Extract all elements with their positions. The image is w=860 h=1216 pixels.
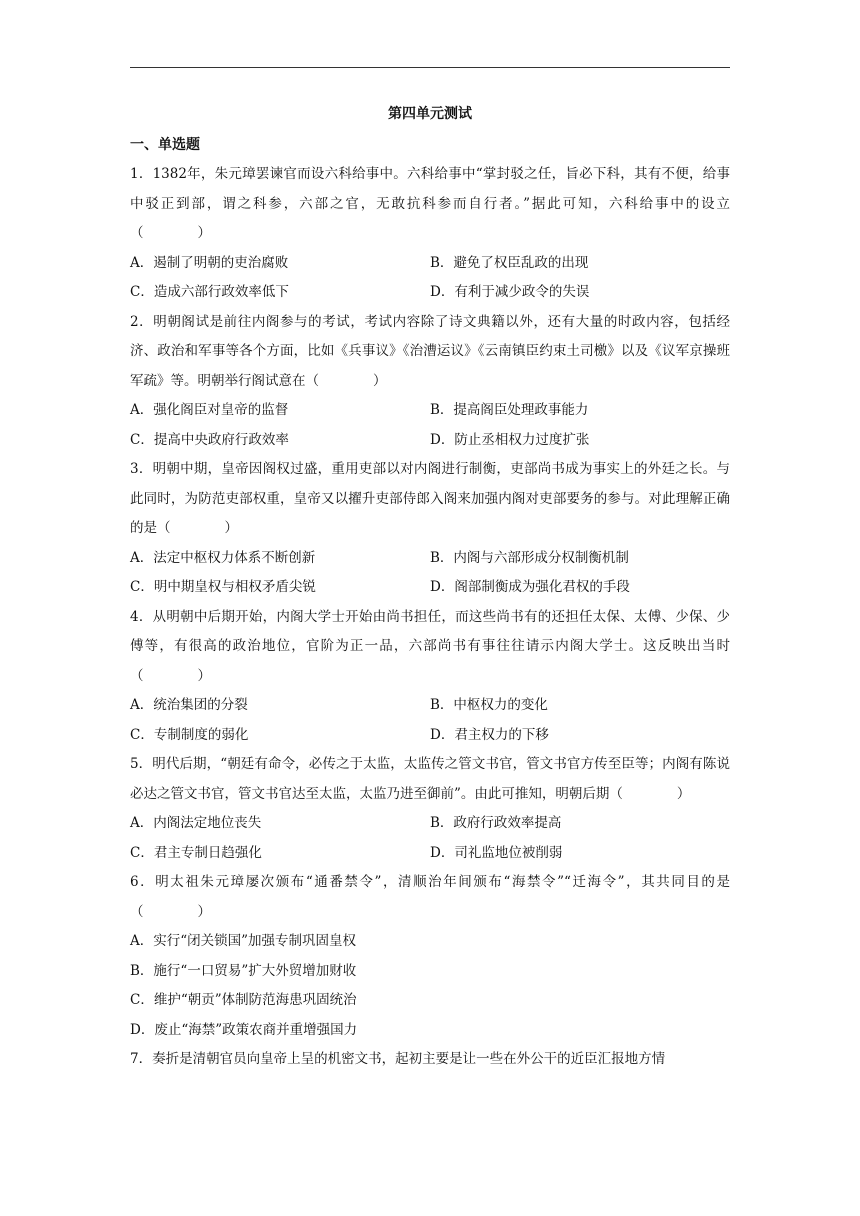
- option-d[interactable]: D．废止“海禁”政策农商并重增强国力: [130, 1021, 358, 1038]
- option-c[interactable]: C．专制制度的弱化: [130, 726, 249, 743]
- option-c[interactable]: C．维护“朝贡”体制防范海患巩固统治: [130, 992, 357, 1008]
- option-a[interactable]: A．遏制了明朝的吏治腐败: [130, 254, 289, 271]
- option-a[interactable]: A．内阁法定地位丧失: [130, 815, 262, 831]
- option-a[interactable]: A．统治集团的分裂: [130, 697, 248, 713]
- option-group: [130, 544, 730, 603]
- question-stem: 5．明代后期，“朝廷有命令，必传之于太监，太监传之管文书官，管文书官方传至臣等；内阁有陈说必达之管文书官，管文书官达至太监，太监乃进至御前”。由此可推知，明朝后期（ ）: [130, 756, 730, 802]
- page-title: 第四单元测试: [388, 106, 472, 122]
- option-group: [130, 249, 730, 308]
- question-stem: 7．奏折是清朝官员向皇帝上呈的机密文书，起初主要是让一些在外公干的近臣汇报地方情: [130, 1051, 666, 1067]
- option-b[interactable]: B．政府行政效率提高: [430, 815, 562, 831]
- option-d[interactable]: D．阁部制衡成为强化君权的手段: [430, 579, 630, 595]
- option-b[interactable]: B．提高阁臣处理政事能力: [430, 402, 589, 418]
- option-group: [130, 927, 730, 1045]
- option-b[interactable]: B．中枢权力的变化: [430, 697, 548, 713]
- option-group: [130, 809, 730, 868]
- question-6: [130, 868, 730, 1045]
- option-group: [130, 691, 730, 750]
- question-stem: 6．明太祖朱元璋屡次颁布“通番禁令”，清顺治年间颁布“海禁令”“迁海令”，其共同目的是（ ）: [130, 874, 730, 920]
- question-stem: 4．从明朝中后期开始，内阁大学士开始由尚书担任，而这些尚书有的还担任太保、太傅、少保、少傅等，有很高的政治地位，官阶为正一品，六部尚书有事往往请示内阁大学士。这反映出当时（ ）: [130, 608, 730, 684]
- option-a[interactable]: A．强化阁臣对皇帝的监督: [130, 402, 289, 418]
- option-d[interactable]: D．有利于减少政令的失误: [430, 284, 590, 300]
- question-stem: 2．明朝阁试是前往内阁参与的考试，考试内容除了诗文典籍以外，还有大量的时政内容，包括经济、政治和军事等各个方面，比如《兵事议》《治漕运议》《云南镇臣约束土司檄》以及《议军京操班军疏》等。明朝举行阁试意在（ ）: [130, 313, 730, 389]
- option-d[interactable]: D．君主权力的下移: [430, 726, 549, 743]
- question-3: [130, 455, 730, 603]
- header-rule: [130, 67, 730, 68]
- document-body: [130, 98, 730, 1075]
- question-2: [130, 308, 730, 456]
- option-b[interactable]: B．内阁与六部形成分权制衡机制: [430, 549, 629, 566]
- question-stem: 1．1382年，朱元璋罢谏官而设六科给事中。六科给事中“掌封驳之任，旨必下科，其有不便，给事中驳正到部，谓之科参，六部之官，无敢抗科参而自行者。”据此可知，六科给事中的设立（ ）: [130, 166, 730, 241]
- option-b[interactable]: B．施行“一口贸易”扩大外贸增加财收: [130, 962, 357, 979]
- option-d[interactable]: D．防止丞相权力过度扩张: [430, 431, 590, 448]
- option-c[interactable]: C．明中期皇权与相权矛盾尖锐: [130, 579, 316, 595]
- option-a[interactable]: A．实行“闭关锁国”加强专制巩固皇权: [130, 933, 357, 949]
- question-4: [130, 603, 730, 751]
- question-5: [130, 750, 730, 868]
- option-c[interactable]: C．造成六部行政效率低下: [130, 284, 289, 300]
- question-stem: 3．明朝中期，皇帝因阁权过盛，重用吏部以对内阁进行制衡，吏部尚书成为事实上的外廷之长。与此同时，为防范吏部权重，皇帝又以擢升吏部侍郎入阁来加强内阁对吏部要务的参与。对此理解正确的是（ ）: [130, 461, 730, 536]
- question-1: [130, 160, 730, 308]
- question-7: [130, 1045, 730, 1075]
- option-d[interactable]: D．司礼监地位被削弱: [430, 844, 563, 861]
- option-group: [130, 396, 730, 455]
- option-b[interactable]: B．避免了权臣乱政的出现: [430, 254, 589, 271]
- section-heading: 一、单选题: [130, 137, 200, 153]
- option-c[interactable]: C．君主专制日趋强化: [130, 844, 262, 861]
- option-a[interactable]: A．法定中枢权力体系不断创新: [130, 549, 316, 566]
- option-c[interactable]: C．提高中央政府行政效率: [130, 431, 289, 448]
